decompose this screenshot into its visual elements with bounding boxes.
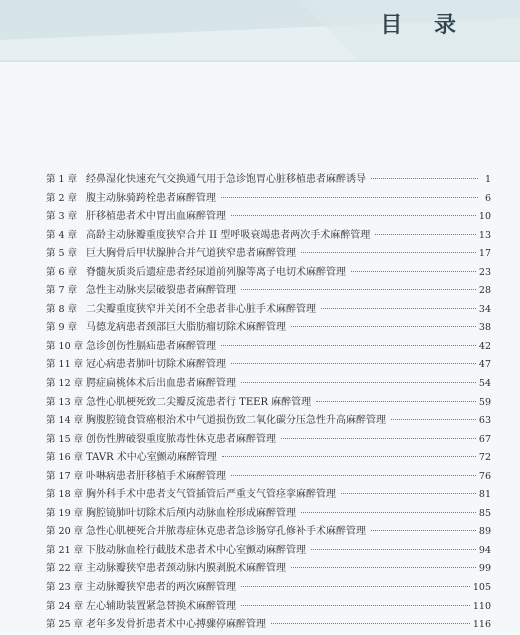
page-number: 81 bbox=[478, 489, 491, 501]
leader-dots bbox=[391, 418, 476, 420]
page-number: 54 bbox=[478, 378, 491, 390]
chapter-title: 老年多发骨折患者术中心搏骤停麻醉管理 bbox=[86, 619, 266, 631]
leader-dots bbox=[301, 251, 476, 253]
toc-entry[interactable] bbox=[46, 374, 491, 393]
toc-entry[interactable] bbox=[46, 189, 491, 208]
chapter-title: 主动脉瓣狭窄患者的两次麻醉管理 bbox=[86, 582, 236, 594]
leader-dots bbox=[281, 437, 476, 439]
chapter-number: 第 21 章 bbox=[46, 544, 84, 556]
chapter-title: 脊髓灰质炎后遗症患者经尿道前列腺等离子电切术麻醉管理 bbox=[86, 266, 346, 278]
toc-entry[interactable] bbox=[46, 226, 491, 245]
chapter-title: 高龄主动脉瓣重度狭窄合并 II 型呼吸衰竭患者两次手术麻醉管理 bbox=[86, 229, 371, 241]
chapter-title: 急诊创伤性膈疝患者麻醉管理 bbox=[86, 340, 216, 352]
toc-entry[interactable] bbox=[46, 522, 491, 541]
toc-entry[interactable] bbox=[46, 355, 491, 374]
page-number: 13 bbox=[478, 229, 491, 241]
leader-dots bbox=[241, 288, 476, 290]
toc-entry[interactable] bbox=[46, 597, 491, 616]
chapter-number: 第 9 章 bbox=[46, 322, 78, 334]
leader-dots bbox=[222, 455, 476, 457]
chapter-number: 第 24 章 bbox=[46, 600, 84, 612]
chapter-title: 胸外科手术中患者支气管插管后严重支气管痉挛麻醉管理 bbox=[86, 489, 336, 501]
chapter-title: 肝移植患者术中胃出血麻醉管理 bbox=[86, 211, 226, 223]
page-number: 34 bbox=[478, 303, 491, 315]
chapter-number: 第 15 章 bbox=[46, 433, 84, 445]
toc-entry[interactable] bbox=[46, 559, 491, 578]
chapter-number: 第 19 章 bbox=[46, 507, 84, 519]
chapter-number: 第 3 章 bbox=[46, 211, 78, 223]
chapter-title: 巨大胸骨后甲状腺肿合并气道狭窄患者麻醉管理 bbox=[86, 248, 296, 260]
chapter-title: 胸腹腔镜食管癌根治术中气道损伤致二氧化碳分压急性升高麻醉管理 bbox=[86, 415, 386, 427]
page-number: 1 bbox=[484, 174, 491, 185]
chapter-title: 胸腔镜肺叶切除术后颅内动脉血栓形成麻醉管理 bbox=[86, 507, 296, 519]
toc-entry[interactable] bbox=[46, 281, 491, 300]
page-number: 28 bbox=[478, 285, 491, 297]
page-number: 76 bbox=[478, 470, 491, 482]
toc-entry[interactable] bbox=[46, 411, 491, 430]
leader-dots bbox=[291, 325, 476, 327]
chapter-number: 第 5 章 bbox=[46, 248, 78, 260]
leader-dots bbox=[231, 214, 476, 216]
chapter-title: TAVR 术中心室颤动麻醉管理 bbox=[86, 452, 217, 464]
leader-dots bbox=[241, 585, 470, 587]
chapter-number: 第 13 章 bbox=[46, 396, 84, 408]
toc-entry[interactable] bbox=[46, 170, 491, 189]
chapter-title: 急性主动脉夹层破裂患者麻醉管理 bbox=[86, 285, 236, 297]
page-number: 105 bbox=[472, 582, 491, 594]
chapter-title: 急性心肌梗死致二尖瓣反流患者行 TEER 麻醉管理 bbox=[86, 396, 312, 408]
page-number: 63 bbox=[478, 415, 491, 427]
chapter-number: 第 18 章 bbox=[46, 489, 84, 501]
page-number: 67 bbox=[478, 433, 491, 445]
chapter-title: 左心辅助装置紧急替换术麻醉管理 bbox=[86, 600, 236, 612]
chapter-number: 第 23 章 bbox=[46, 582, 84, 594]
page-title: 目 录 bbox=[380, 13, 468, 38]
chapter-number: 第 10 章 bbox=[46, 340, 84, 352]
toc-entry[interactable] bbox=[46, 300, 491, 319]
page-number: 59 bbox=[478, 396, 491, 408]
chapter-number: 第 7 章 bbox=[46, 285, 78, 297]
chapter-title: 二尖瓣重度狭窄并关闭不全患者非心脏手术麻醉管理 bbox=[86, 303, 316, 315]
chapter-number: 第 8 章 bbox=[46, 303, 78, 315]
leader-dots bbox=[351, 270, 476, 272]
chapter-title: 腭症扁桃体术后出血患者麻醉管理 bbox=[86, 378, 236, 390]
leader-dots bbox=[301, 511, 476, 513]
toc-entry[interactable] bbox=[46, 448, 491, 467]
leader-dots bbox=[241, 604, 470, 606]
page-number: 89 bbox=[478, 526, 491, 538]
toc-entry[interactable] bbox=[46, 207, 491, 226]
leader-dots bbox=[375, 233, 476, 235]
leader-dots bbox=[231, 362, 476, 364]
chapter-title: 下肢动脉血栓行截肢术患者术中心室颤动麻醉管理 bbox=[86, 544, 306, 556]
chapter-title: 急性心肌梗死合并脓毒症休克患者急诊肠穿孔修补手术麻醉管理 bbox=[86, 526, 366, 538]
page-number: 99 bbox=[478, 563, 491, 575]
toc-entry[interactable] bbox=[46, 430, 491, 449]
leader-dots bbox=[241, 381, 476, 383]
chapter-title: 经鼻湿化快速充气交换通气用于急诊饱胃心脏移植患者麻醉诱导 bbox=[86, 174, 366, 185]
page-number: 116 bbox=[472, 619, 491, 631]
chapter-title: 腹主动脉骑跨栓患者麻醉管理 bbox=[86, 192, 216, 204]
toc-entry[interactable] bbox=[46, 615, 491, 634]
chapter-number: 第 22 章 bbox=[46, 563, 84, 575]
chapter-number: 第 17 章 bbox=[46, 470, 84, 482]
page-number: 85 bbox=[478, 507, 491, 519]
leader-dots bbox=[291, 566, 476, 568]
chapter-title: 创伤性脾破裂重度脓毒性休克患者麻醉管理 bbox=[86, 433, 276, 445]
leader-dots bbox=[341, 492, 476, 494]
leader-dots bbox=[371, 529, 476, 531]
page-number: 42 bbox=[478, 340, 491, 352]
toc-entry[interactable] bbox=[46, 541, 491, 560]
chapter-number: 第 6 章 bbox=[46, 266, 78, 278]
leader-dots bbox=[221, 196, 478, 198]
chapter-number: 第 12 章 bbox=[46, 378, 84, 390]
chapter-number: 第 4 章 bbox=[46, 229, 78, 241]
chapter-number: 第 14 章 bbox=[46, 415, 84, 427]
chapter-number: 第 2 章 bbox=[46, 192, 78, 204]
leader-dots bbox=[271, 622, 470, 624]
page-number: 94 bbox=[478, 544, 491, 556]
toc-entry[interactable] bbox=[46, 244, 491, 263]
toc-entry[interactable] bbox=[46, 393, 491, 412]
leader-dots bbox=[321, 307, 476, 309]
leader-dots bbox=[231, 474, 476, 476]
toc-entry[interactable] bbox=[46, 318, 491, 337]
chapter-number: 第 20 章 bbox=[46, 526, 84, 538]
page-number: 23 bbox=[478, 266, 491, 278]
toc-entry[interactable] bbox=[46, 485, 491, 504]
page-number: 10 bbox=[478, 211, 491, 223]
page-number: 6 bbox=[484, 192, 491, 204]
toc-entry[interactable] bbox=[46, 337, 491, 356]
leader-dots bbox=[221, 344, 476, 346]
page-number: 110 bbox=[472, 600, 491, 612]
chapter-title: 冠心病患者肺叶切除术麻醉管理 bbox=[86, 359, 226, 371]
toc-entry[interactable] bbox=[46, 504, 491, 523]
toc-entry[interactable] bbox=[46, 263, 491, 282]
leader-dots bbox=[371, 177, 478, 179]
leader-dots bbox=[311, 548, 476, 550]
chapter-number: 第 1 章 bbox=[46, 174, 78, 185]
chapter-number: 第 16 章 bbox=[46, 452, 84, 464]
table-of-contents bbox=[46, 170, 491, 634]
chapter-title: 卟啉病患者肝移植手术麻醉管理 bbox=[86, 470, 226, 482]
leader-dots bbox=[316, 400, 476, 402]
chapter-title: 主动脉瓣狭窄患者颈动脉内膜剥脱术麻醉管理 bbox=[86, 563, 286, 575]
page-number: 17 bbox=[478, 248, 491, 260]
page-number: 47 bbox=[478, 359, 491, 371]
page-number: 38 bbox=[478, 322, 491, 334]
chapter-title: 马德龙病患者颈部巨大脂肪瘤切除术麻醉管理 bbox=[86, 322, 286, 334]
chapter-number: 第 11 章 bbox=[46, 359, 84, 371]
page-number: 72 bbox=[478, 452, 491, 464]
toc-entry[interactable] bbox=[46, 578, 491, 597]
toc-entry[interactable] bbox=[46, 467, 491, 486]
chapter-number: 第 25 章 bbox=[46, 619, 84, 631]
